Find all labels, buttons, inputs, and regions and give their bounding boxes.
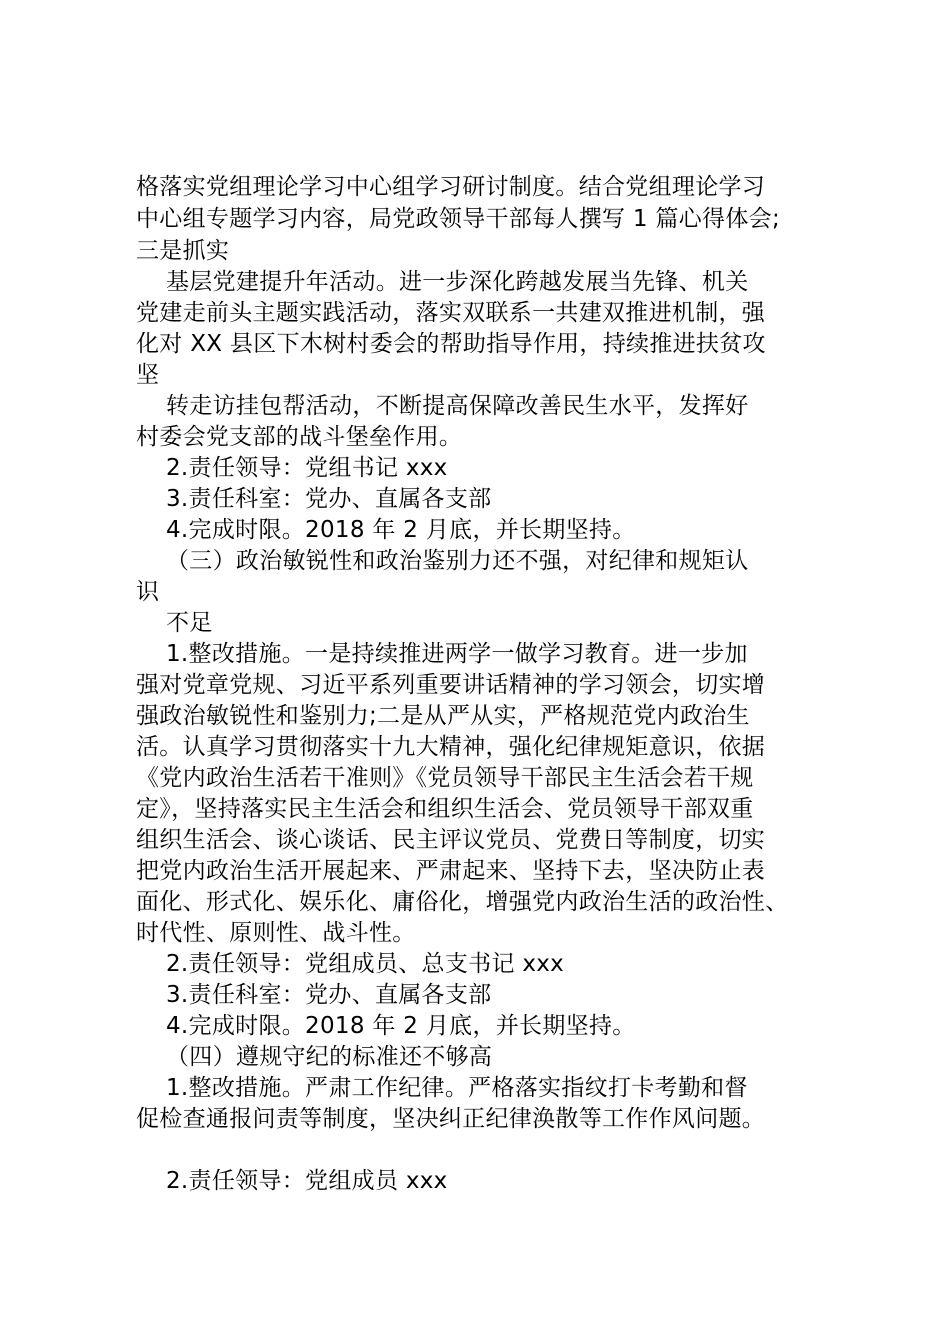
text-line: 不足 bbox=[166, 610, 213, 636]
text-line: 4.完成时限。2018 年 2 月底，并长期坚持。 bbox=[166, 1013, 636, 1039]
text-line: 2.责任领导：党组成员、总支书记 xxx bbox=[166, 951, 565, 977]
text-line: 促检查通报问责等制度，坚决纠正纪律涣散等工作作风问题。 bbox=[136, 1106, 766, 1132]
text-line: 识 bbox=[136, 579, 160, 605]
text-line: 活。认真学习贯彻落实十九大精神，强化纪律规矩意识，依据 bbox=[136, 734, 766, 760]
text-line: 转走访挂包帮活动，不断提高保障改善民生水平，发挥好 bbox=[166, 393, 749, 419]
text-line: 面化、形式化、娱乐化、庸俗化，增强党内政治生活的政治性、 bbox=[136, 889, 789, 915]
text-line: 坚 bbox=[136, 362, 160, 388]
text-line: 1.整改措施。一是持续推进两学一做学习教育。进一步加 bbox=[166, 641, 748, 667]
text-line: 党建走前头主题实践活动，落实双联系一共建双推进机制，强 bbox=[136, 300, 766, 326]
text-line: 强对党章党规、习近平系列重要讲话精神的学习领会，切实增 bbox=[136, 672, 766, 698]
text-line: 2.责任领导：党组书记 xxx bbox=[166, 455, 448, 481]
text-line: 《党内政治生活若干准则》《党员领导干部民主生活会若干规 bbox=[136, 765, 754, 791]
text-line: 定》，坚持落实民主生活会和组织生活会、党员领导干部双重 bbox=[136, 796, 754, 822]
text-line: 4.完成时限。2018 年 2 月底，并长期坚持。 bbox=[166, 517, 636, 543]
text-line: 村委会党支部的战斗堡垒作用。 bbox=[136, 424, 463, 450]
text-line: 强政治敏锐性和鉴别力;二是从严从实，严格规范党内政治生 bbox=[136, 703, 750, 729]
text-line: 组织生活会、谈心谈话、民主评议党员、党费日等制度，切实 bbox=[136, 827, 766, 853]
text-line: 1.整改措施。严肃工作纪律。严格落实指纹打卡考勤和督 bbox=[166, 1075, 748, 1101]
text-line: 三是抓实 bbox=[136, 238, 230, 264]
text-line: 把党内政治生活开展起来、严肃起来、坚持下去，坚决防止表 bbox=[136, 858, 766, 884]
section-heading: （四）遵规守纪的标准还不够高 bbox=[166, 1044, 493, 1070]
text-line: 2.责任领导：党组成员 xxx bbox=[166, 1168, 448, 1194]
text-line: 3.责任科室：党办、直属各支部 bbox=[166, 486, 492, 512]
text-line: 中心组专题学习内容，局党政领导干部每人撰写 1 篇心得体会; bbox=[136, 206, 781, 232]
text-line: 化对 XX 县区下木树村委会的帮助指导作用，持续推进扶贫攻 bbox=[136, 331, 766, 357]
text-line: 时代性、原则性、战斗性。 bbox=[136, 920, 416, 946]
text-line: 基层党建提升年活动。进一步深化跨越发展当先锋、机关 bbox=[166, 269, 749, 295]
text-line: 格落实党组理论学习中心组学习研讨制度。结合党组理论学习 bbox=[136, 174, 766, 200]
section-heading: （三）政治敏锐性和政治鉴别力还不强，对纪律和规矩认 bbox=[166, 548, 749, 574]
text-line: 3.责任科室：党办、直属各支部 bbox=[166, 982, 492, 1008]
